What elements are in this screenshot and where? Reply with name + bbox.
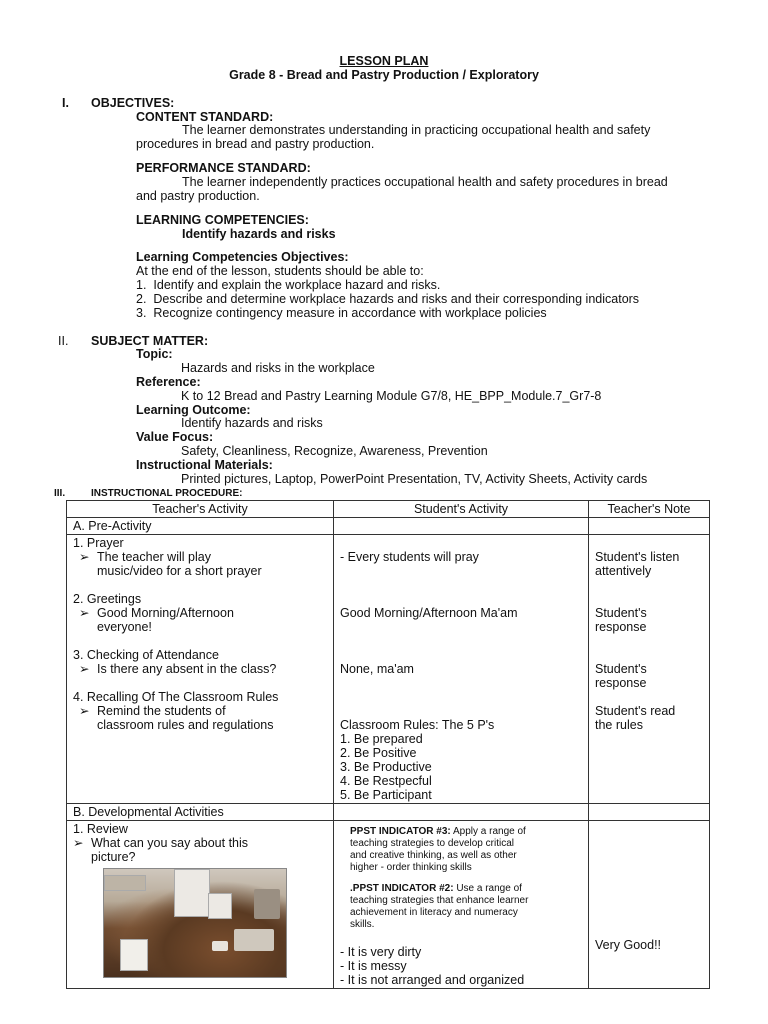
objective-num: 2.: [136, 292, 147, 306]
bullet-text: [97, 704, 273, 732]
note-line: Student's read: [595, 704, 676, 718]
content-standard-text-cont: procedures in bread and pastry production.: [136, 137, 375, 151]
ppst-label: .PPST INDICATOR #2:: [350, 883, 454, 894]
note-line: response: [595, 620, 647, 634]
empty-cell: [334, 804, 589, 821]
ppst-text: achievement in literacy and numeracy: [350, 907, 518, 918]
lesson-plan-subtitle: Grade 8 - Bread and Pastry Production / Exploratory: [229, 68, 539, 82]
bullet-text: [97, 550, 262, 578]
arrow-bullet-icon: ➢: [79, 606, 90, 620]
table-row: [67, 518, 710, 535]
learning-outcome-label: Learning Outcome:: [136, 403, 251, 417]
review-answers: [340, 945, 582, 987]
arrow-bullet-icon: ➢: [79, 662, 90, 676]
materials-value: Printed pictures, Laptop, PowerPoint Presentation, TV, Activity Sheets, Activity cards: [181, 472, 648, 486]
table-header-row: [67, 501, 710, 518]
value-focus-value: Safety, Cleanliness, Recognize, Awareness, Prevention: [181, 444, 488, 458]
reference-value: K to 12 Bread and Pastry Learning Module G7/8, HE_BPP_Module.7_Gr7-8: [181, 389, 602, 403]
note-line: Student's: [595, 606, 647, 620]
note-line: Student's listen: [595, 550, 680, 564]
performance-standard-text: The learner independently practices occupational health and safety procedures in bread: [182, 175, 668, 189]
greeting-line: everyone!: [97, 620, 152, 634]
attendance-student: None, ma'am: [340, 662, 414, 676]
arrow-bullet-icon: ➢: [73, 836, 84, 850]
spacer: [595, 690, 703, 704]
greeting-note: [595, 606, 703, 634]
spacer: [340, 536, 582, 550]
lc-objectives-label: Learning Competencies Objectives:: [136, 250, 349, 264]
pre-activity-label: A. Pre-Activity: [67, 518, 334, 535]
ppst-indicator-3: [350, 826, 582, 874]
review-student-cell: [334, 821, 589, 989]
objective-num: 3.: [136, 306, 147, 320]
spacer: [340, 620, 582, 634]
rules-note: [595, 704, 703, 732]
review-note-cell: [589, 821, 710, 989]
spacer: [340, 690, 582, 704]
objectives-heading: OBJECTIVES:: [91, 96, 175, 110]
arrow-bullet-icon: ➢: [79, 704, 90, 718]
list-item: [67, 836, 327, 864]
topic-value: Hazards and risks in the workplace: [181, 361, 375, 375]
rules-line: Remind the students of: [97, 704, 226, 718]
spacer: [595, 536, 703, 550]
ppst-text: Apply a range of: [450, 826, 526, 837]
empty-cell: [334, 518, 589, 535]
objective-item: [136, 278, 440, 292]
list-item: [73, 550, 327, 578]
ppst-text: teaching strategies to develop critical: [350, 838, 514, 849]
table-row: [67, 804, 710, 821]
col-student-activity: Student's Activity: [334, 501, 589, 518]
greetings-title: 2. Greetings: [73, 592, 142, 606]
spacer: [595, 578, 703, 592]
note-line: attentively: [595, 564, 652, 578]
objective-num: 1.: [136, 278, 147, 292]
clutter-shape: [212, 941, 228, 951]
table-row: [67, 535, 710, 804]
rules-line: classroom rules and regulations: [97, 718, 274, 732]
review-teacher-cell: [67, 821, 334, 989]
note-line: the rules: [595, 718, 643, 732]
performance-standard-text-cont: and pastry production.: [136, 189, 260, 203]
review-line: picture?: [91, 850, 136, 864]
learning-outcome-value: Identify hazards and risks: [181, 416, 323, 430]
spacer: [595, 634, 703, 648]
greeting-student: Good Morning/Afternoon Ma'am: [340, 606, 518, 620]
bullet-text: [97, 606, 234, 634]
objective-text: Describe and determine workplace hazards and risks and their corresponding indicators: [153, 292, 640, 306]
rule-item: 1. Be prepared: [340, 732, 423, 746]
prayer-title: 1. Prayer: [73, 536, 124, 550]
ppst-label: PPST INDICATOR #3:: [350, 826, 451, 837]
pre-activity-note-cell: [589, 535, 710, 804]
cabinet-shape: [208, 893, 232, 919]
procedure-table: [66, 500, 710, 989]
empty-cell: [589, 804, 710, 821]
reference-label: Reference:: [136, 375, 201, 389]
clutter-shape: [254, 889, 280, 919]
learning-competencies-value: Identify hazards and risks: [182, 227, 336, 241]
shelf-shape: [104, 875, 146, 891]
review-title: 1. Review: [73, 822, 128, 836]
content-standard-label: CONTENT STANDARD:: [136, 110, 274, 124]
learning-competencies-label: LEARNING COMPETENCIES:: [136, 213, 309, 227]
note-line: Student's: [595, 662, 647, 676]
attendance-note: [595, 662, 703, 690]
ppst-indicator-2: [350, 883, 582, 931]
prayer-student: - Every students will pray: [340, 550, 479, 564]
rule-item: 3. Be Productive: [340, 760, 432, 774]
review-answer: - It is not arranged and organized: [340, 973, 525, 987]
rule-item: 5. Be Participant: [340, 788, 432, 802]
rules-title: 4. Recalling Of The Classroom Rules: [73, 690, 279, 704]
objective-item: [136, 306, 547, 320]
objective-item: [136, 292, 639, 306]
objective-text: Recognize contingency measure in accordance with workplace policies: [153, 306, 547, 320]
arrow-bullet-icon: ➢: [79, 550, 90, 564]
rules-student-title: Classroom Rules: The 5 P's: [340, 718, 495, 732]
attendance-title: 3. Checking of Attendance: [73, 648, 219, 662]
section-numeral-subject: II.: [58, 334, 69, 348]
rule-item: 4. Be Restpecful: [340, 774, 432, 788]
table-row: [67, 821, 710, 989]
bullet-text: [91, 836, 248, 864]
spacer: [73, 676, 327, 690]
prayer-line: music/video for a short prayer: [97, 564, 262, 578]
spacer: [73, 634, 327, 648]
spacer: [340, 704, 582, 718]
lc-objectives-intro: At the end of the lesson, students should be able to:: [136, 264, 424, 278]
note-line: response: [595, 676, 647, 690]
messy-kitchen-photo: [103, 868, 287, 978]
developmental-activities-label: B. Developmental Activities: [67, 804, 334, 821]
col-teacher-activity: Teacher's Activity: [67, 501, 334, 518]
section-numeral-procedure: III.: [54, 488, 66, 499]
materials-label: Instructional Materials:: [136, 458, 273, 472]
review-note: Very Good!!: [595, 938, 662, 952]
value-focus-label: Value Focus:: [136, 430, 214, 444]
procedure-heading: INSTRUCTIONAL PROCEDURE:: [91, 488, 243, 499]
content-standard-text: The learner demonstrates understanding in practicing occupational health and safety: [182, 123, 651, 137]
spacer: [340, 634, 582, 648]
topic-label: Topic:: [136, 347, 173, 361]
fridge-shape: [174, 869, 210, 917]
spacer: [340, 592, 582, 606]
list-item: [73, 606, 327, 634]
pre-activity-teacher-cell: [67, 535, 334, 804]
review-answer: - It is messy: [340, 959, 407, 973]
spacer: [340, 564, 582, 578]
lesson-plan-title: LESSON PLAN: [339, 54, 429, 68]
spacer: [340, 676, 582, 690]
list-item: [73, 704, 327, 732]
performance-standard-label: PERFORMANCE STANDARD:: [136, 161, 311, 175]
ppst-text: skills.: [350, 919, 375, 930]
ppst-text: teaching strategies that enhance learner: [350, 895, 529, 906]
subject-matter-heading: SUBJECT MATTER:: [91, 334, 209, 348]
spacer: [73, 578, 327, 592]
spacer: [340, 578, 582, 592]
pre-activity-student-cell: [334, 535, 589, 804]
col-teacher-note: Teacher's Note: [589, 501, 710, 518]
ppst-text: Use a range of: [453, 883, 522, 894]
greeting-line: Good Morning/Afternoon: [97, 606, 234, 620]
spacer: [595, 592, 703, 606]
prayer-note: [595, 550, 703, 578]
review-answer: - It is very dirty: [340, 945, 422, 959]
empty-cell: [589, 518, 710, 535]
rule-item: 2. Be Positive: [340, 746, 417, 760]
ppst-text: higher - order thinking skills: [350, 862, 472, 873]
attendance-line: Is there any absent in the class?: [97, 662, 277, 676]
ppst-text: and creative thinking, as well as other: [350, 850, 517, 861]
clutter-shape: [234, 929, 274, 951]
spacer: [340, 648, 582, 662]
prayer-line: The teacher will play: [97, 550, 211, 564]
section-numeral-objectives: I.: [62, 96, 69, 110]
objective-text: Identify and explain the workplace hazard and risks.: [153, 278, 441, 292]
list-item: [73, 662, 327, 676]
bin-shape: [120, 939, 148, 971]
spacer: [595, 648, 703, 662]
review-line: What can you say about this: [91, 836, 249, 850]
